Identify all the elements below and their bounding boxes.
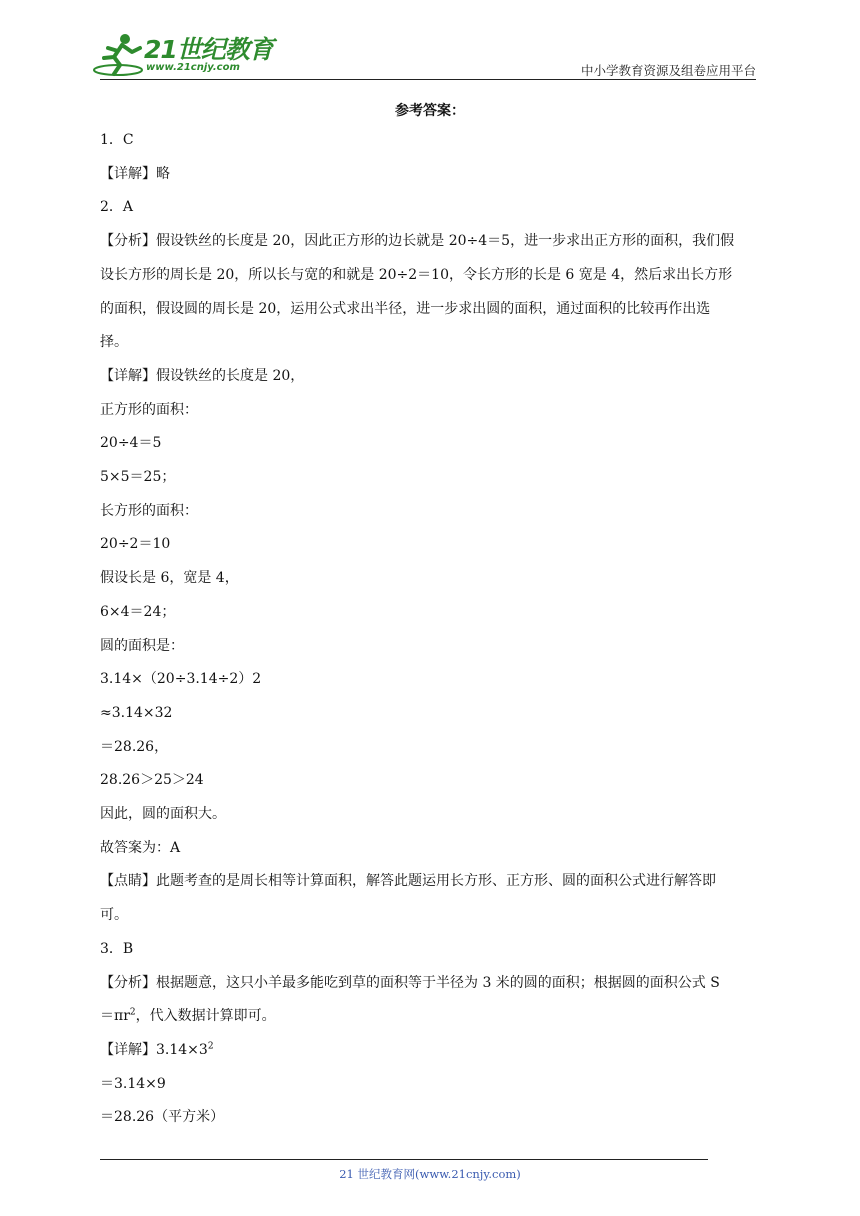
text-line: 6×4＝24；	[100, 603, 176, 620]
formula-text: ＝πr	[100, 1008, 130, 1025]
text-line: 圆的面积是：	[100, 637, 184, 654]
answer-body	[100, 124, 760, 1135]
page-header	[0, 0, 860, 90]
text-line: ＝28.26，	[100, 738, 169, 755]
text-line: ＝3.14×9	[100, 1075, 166, 1092]
text-line: 20÷2＝10	[100, 536, 171, 553]
text-line: 故答案为：A	[100, 839, 181, 856]
footer-text: 21 世纪教育网(www.21cnjy.com)	[339, 1167, 521, 1181]
text-line	[100, 1000, 760, 1034]
text-line: 【点睛】此题考查的是周长相等计算面积，解答此题运用长方形、正方形、圆的面积公式进行解答即	[100, 873, 716, 890]
text-line: 可。	[100, 907, 128, 924]
text-line: 20÷4＝5	[100, 435, 162, 452]
text-line: 长方形的面积：	[100, 502, 198, 519]
text-line: 的面积，假设圆的周长是 20，运用公式求出半径，进一步求出圆的面积，通过面积的比较再作出选	[100, 300, 711, 317]
formula-text: 【详解】3.14×3	[100, 1041, 208, 1058]
text-line: 5×5＝25；	[100, 469, 176, 486]
superscript: 2	[207, 1041, 214, 1052]
logo	[92, 30, 282, 82]
text-line: 正方形的面积：	[100, 401, 198, 418]
logo-text: 21世纪教育	[144, 35, 273, 64]
formula-tail: ，代入数据计算即可。	[135, 1008, 276, 1025]
text-line: 【详解】假设铁丝的长度是 20，	[100, 367, 305, 384]
text-line: ≈3.14×32	[100, 704, 173, 721]
text-line: 【详解】略	[100, 165, 170, 182]
text-line: 【分析】假设铁丝的长度是 20，因此正方形的边长就是 20÷4＝5，进一步求出正方形的面积，我们假	[100, 233, 735, 250]
text-line: 设长方形的周长是 20，所以长与宽的和就是 20÷2＝10，令长方形的长是 6 宽是 4，然后求出长方形	[100, 266, 733, 283]
text-line: ＝28.26（平方米）	[100, 1109, 225, 1126]
header-divider	[100, 79, 756, 80]
text-line: 1．C	[100, 132, 134, 148]
answer-title: 参考答案：	[395, 103, 465, 119]
text-line: 因此，圆的面积大。	[100, 806, 226, 823]
text-line: 【分析】根据题意，这只小羊最多能吃到草的面积等于半径为 3 米的圆的面积；根据圆的面积公式 S	[100, 974, 720, 991]
text-line: 择。	[100, 334, 128, 351]
superscript: 2	[129, 1007, 136, 1018]
text-line: 28.26＞25＞24	[100, 772, 204, 789]
text-line: 3．B	[100, 940, 134, 957]
text-line: 3.14×（20÷3.14÷2）2	[100, 671, 262, 688]
runner-logo-icon	[92, 30, 148, 82]
text-line: 假设长是 6，宽是 4，	[100, 570, 239, 587]
logo-url: www.21cnjy.com	[146, 62, 240, 73]
text-line: 2．A	[100, 199, 134, 216]
text-line	[100, 1034, 760, 1068]
platform-name: 中小学教育资源及组卷应用平台	[580, 63, 756, 78]
footer-divider	[100, 1159, 708, 1160]
